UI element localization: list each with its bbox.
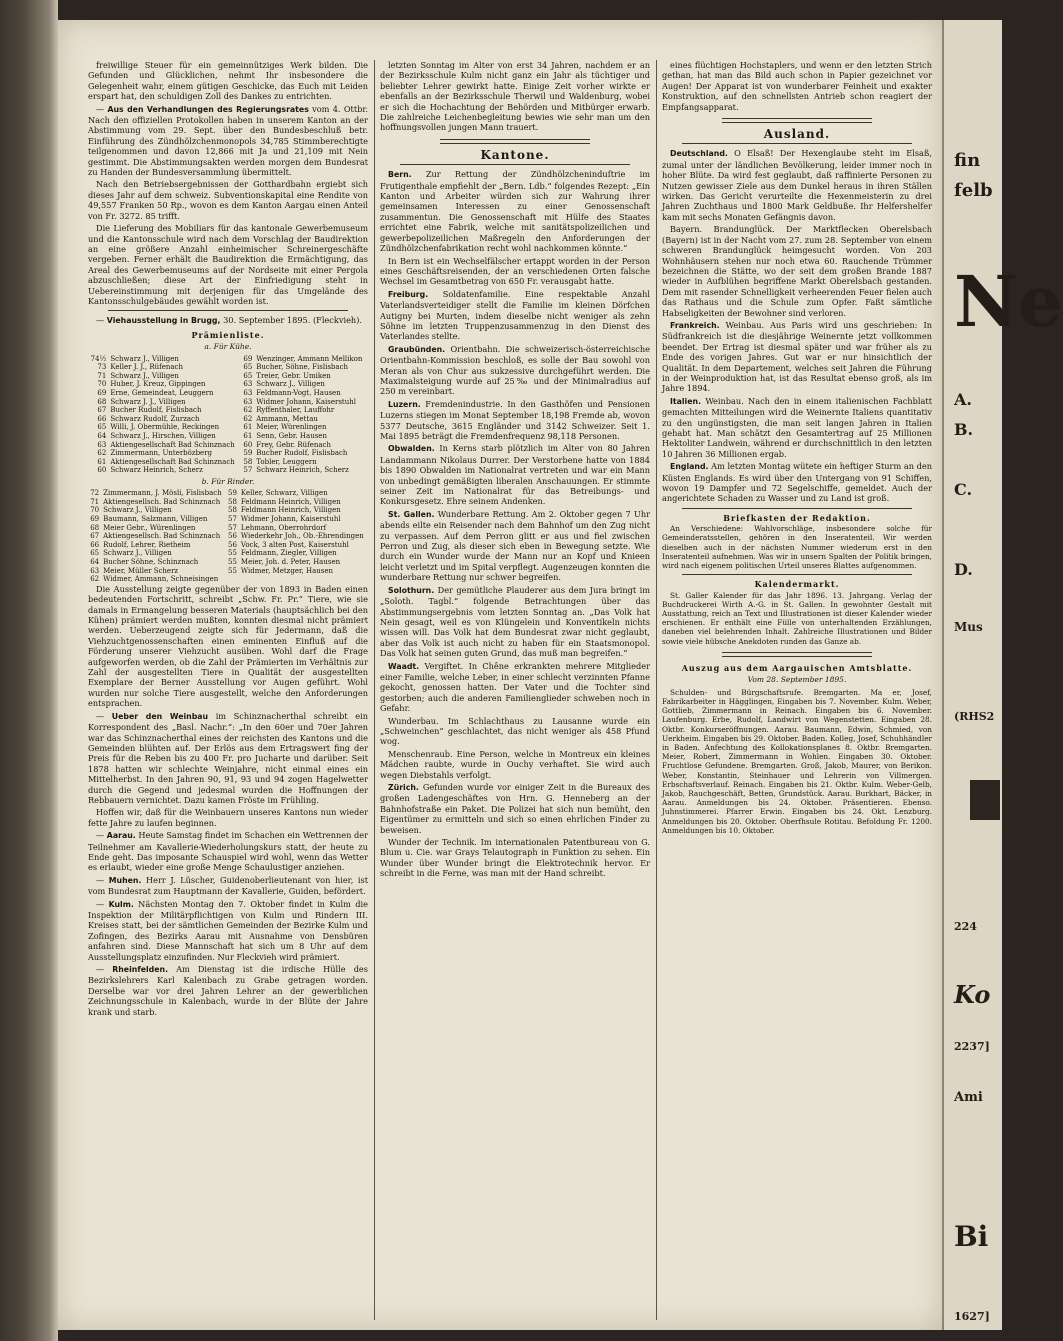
name-right: Meier, Würenlingen [256,423,327,432]
fragment-text: Ami [954,1090,983,1105]
points-right: 55 [228,549,237,558]
article-text: Gefunden wurde vor einiger Zeit in die Bureaux des großen Ladengeschäftes von Hrn. G. Henneberg an der Bahnhofstraße ein Paket. Die Polizei hat sich nun bemüht, den Eigentümer zu ermitteln und sich so einen ehrlichen Finder zu beweisen. [380,782,650,835]
article-heading: Zürich. [388,783,419,792]
name-right: Feldmann Heinrich, Villigen [240,506,341,515]
article-heading: Aarau. [106,831,136,841]
divider [682,508,912,509]
section-title-ausland: Ausland. [763,127,831,142]
points-left: 72 [90,489,100,498]
table-row [88,524,368,533]
name-left: Erne, Gemeindeat, Leuggern [110,388,214,397]
name-right: Meier, Joh. d. Peter, Hausen [240,558,341,567]
points-right: 63 [243,380,253,389]
article-text: Vergiftet. In Chêne erkrankten mehrere Mitglieder einer Familie, welche Leber, in einer schlecht verzinnten Pfanne gekocht, genossen hatten. Der Vater und die Tochter sind gestorben; auch die anderen Familienglieder schweben noch in Gefahr. [380,660,650,714]
article-heading: Luzern. [388,399,421,409]
fragment-text: 2237] [954,1040,990,1053]
name-left: Bucher Söhne, Schinznach [103,558,199,567]
divider [108,310,348,311]
points-left: 71 [90,497,100,506]
name-left: Schwarz J. J., Villigen [110,397,186,406]
article-obwalden [380,443,650,506]
paragraph: Die Lieferung des Mobiliars für das kantonale Gewerbemuseum und die Kantonsschule wird nach dem Vorschlag der Baudirektion an eine größere Anzahl einheimischer Schreinergeschäfte vergeben. Ferner erhält die Baudirektion die Ermächtigung, das Areal des Gewerbemuseums auf der Nordseite mit einer Pergola abzuschließen; diese Art der Einfriedigung steht in Uebereinstimmung mit derjenigen für das Umgelände des Kantonsschulgebäudes gewählt worden ist. [88,223,368,306]
article-luzern [380,399,650,442]
paragraph: Schulden- und Bürgschaftsrufe. Bremgarten. Ma er, Josef, Fabrikarbeiter in Hägglingen, Eingaben bis 7. November. Kulm. Weber, Gottlieb, Zimmermann in Reinach. Eingaben bis 6. November. Laufenburg. Erbe, Rudolf, Landwirt von Wegenstetten. Eingaben 28. Oktbr. Konkurseröffnungen. Aarau. Baumann, Edwin, Schmied, von Uerkheim. Eingaben bis 29. Oktober. Baden. Kolleg, Josef, Schuhhändler in Baden. Anfechtung des Kollokationsplanes 8. Oktbr. Bremgarten. Meier, Robert, Zimmermann in Wohlen. Eingaben 30. Oktober. Fruchtlose Gefundene. Bremgarten. Groß, Jakob, Maurer, von Berikon. Weber, Konstantin, Steinhauer und Lehrerin von Villmergen. Erbschaftsverlauf. Reinach. Eingaben bis 21. Oktbr. Kulm. Weber-Gelb, Jakob, Rauchgeschäft, Betten, Grundstück. Aarau. Burkhart, Bäcker, in Aarau. Anmeldungen bis 24. Oktober. Präsentieren. Ebenso. Juhnstimmerei. Pfarrer Erwin. Eingaben bis 24. Okt. Lenzburg. Anmeldungen bis 20. Oktober. Oberfhsule Rotitau. Befoldung Fr. 1200. Anmeldungen bis 10. Oktober. [662,687,932,835]
points-left: 69 [97,388,107,397]
redaktion-title: Briefkasten der Redaktion. [723,512,871,523]
name-left: Aktiengesellschaft Bad Schinznach [110,440,235,449]
points-right: 63 [243,397,253,406]
name-right: Widmer Johann, Kaiserstuhl [256,397,356,406]
article-regierungsrat: — Aus den Verhandlungen des Regierungsrates vom 4. Ottbr. Nach den offiziellen Protokollen haben in unserem Kanton an der Abstimmung vom 29. Sept. über den Bundesbeschluß betr. Einführung des Zündhölzchenmonopols 34,785 Stimmberechtigte teilgenommen und davon 12,866 mit Ja und 21,109 mit Nein gestimmt. Die Abstimmungsakten werden morgen dem Bundesrat zu Handen der Bundesversammlung übermittelt. [88,103,368,178]
points-right: 69 [243,354,253,363]
kuehe-subtitle: a. Für Kühe. [204,342,252,352]
divider [400,164,630,165]
table-row [88,575,368,584]
name-left: Baumann, Salzmann, Villigen [103,515,208,524]
table-row [88,567,368,576]
paragraph: freiwillige Steuer für ein gemeinnütziges Werk bilden. Die Gefunden und Glücklichen, nehmt Ihr insbesondere die Gelegenheit wahr, einem gütigen Geschicke, das Euch mit Leiden erspart hat, den schuldigen Zoll des Dankes zu entrichten. [88,60,368,102]
points-right: 62 [243,414,253,423]
table-row [88,441,368,450]
fragment-text: felb [954,180,993,201]
name-right: Vock, 3 alten Post, Kaiserstuhl [240,540,349,549]
article-vieh: — Viehausstellung in Brugg, 30. September 1895. (Fleckvieh). [96,315,362,326]
article-zuerich [380,782,650,835]
name-left: Schwarz J., Villigen [103,506,172,515]
table-row [88,558,368,567]
table-row [88,532,368,541]
ornament-rule [722,652,872,657]
article-text: In Kerns starb plötzlich im Alter von 80 Jahren Landammann Nikolaus Durrer. Der Verstorbene hatte von 1884 bis 1890 Obwalden im Nationalrat vertreten und war ein Mann von unbedingt gemäßigten liberalen Anschauungen. Er stimmte seiner Zeit im Nationalrat für das Betreibungs- und Konkursgesetz. Ehre seinem Andenken. [380,443,651,507]
name-right [239,575,368,584]
name-left: Zimmermann, Unterbözberg [110,449,213,458]
table-row [88,423,368,432]
name-left: Aktiengesellsch. Bad Schinznach [103,497,221,506]
name-right: Widmer Johann, Kaiserstuhl [240,515,341,524]
article-heading: Italien. [670,396,702,406]
points-left: 60 [97,466,107,475]
table-row [88,415,368,424]
article-heading: Graubünden. [388,344,446,354]
table-row [88,380,368,389]
table-row [88,449,368,458]
article-text: Heute Samstag findet im Schachen ein Wettrennen der Teilnehmer am Kavallerie-Wiederholungskurs statt, der heute zu Ende geht. Das imposante Schauspiel wird wohl, wenn das Wetter es erlaubt, wieder eine große Menge Schaulustiger anziehen. [88,830,368,873]
article-heading: Waadt. [388,661,420,671]
name-left: Schwarz J., Villigen [110,371,179,380]
ornament-rule [722,118,872,123]
article-heading: Kulm. [108,899,134,909]
article-text: im Schinznacherthal schreibt ein Korrespondent des „Basl. Nachr.“: „In den 60er und 70er Jahren war das Schinznacherthal eines der reichsten des Kantons und die Gemeinden blühten auf. Der Erlös aus dem Ertragswert fing der Preis für die Reben bis zu 400 Fr. pro Jucharte und darüber. Seit 1878 hatten wir schlechte Weinjahre, nicht einmal eines ein Mittelherbst. In den Jahren 90, 91, 93 und 94 zogen Hagelwetter durch die Gegend und jedesmal wurden die Hoffnungen der Rebbauern vernichtet. Dazu kamen Fröste im Frühling. [88,710,368,805]
divider [682,574,912,575]
book-binding-edge [0,0,58,1341]
table-row [88,389,368,398]
article-text: vom 4. Ottbr. Nach den offiziellen Protokollen haben in unserem Kanton an der Abstimmung vom 29. Sept. über den Bundesbeschluß betr. Einführung des Zündhölzchenmonopols 34,785 Stimmberechtigte teilgenommen und davon 12,866 mit Ja und 21,109 mit Nein gestimmt. Die Abstimmungsakten werden morgen dem Bundesrat zu Handen der Bundesversammlung übermittelt. [88,103,368,178]
article-waadt [380,661,650,714]
article-heading: Deutschland. [670,149,728,159]
rinder-subtitle: b. Für Rinder. [201,476,255,486]
ornament-rule [440,139,590,144]
table-row [88,541,368,550]
article-text: O Elsaß! Der Hexenglaube steht im Elsaß, zumal unter der ländlichen Bevölkerung, leider immer noch in hoher Blüte. Da wird fest geglaubt, daß raffinierte Personen zu Nutzen gewisser Ziele aus dem Dunkel heraus in ihren Ställen wirken. Das Gericht verurteilte die Hexenmeisterin zu drei Jahren Zuchthaus und 1800 Mark Geldbuße. Ihr Helfershelfer kam mit sechs Monaten Gefängnis davon. [662,148,932,222]
column-2 [380,60,650,1320]
points-left: 62 [90,575,100,584]
fragment-text: D. [954,560,973,579]
name-right: Schwarz J., Villigen [256,380,325,389]
name-left: Aktiengesellschaft Bad Schinznach [110,457,235,466]
name-left: Bucher Rudolf, Fislisbach [110,406,202,415]
article-stgallen [380,509,650,583]
paragraph: eines flüchtigen Hochstaplers, und wenn er den letzten Strich gethan, hat man das Bild auch schon in Papier gezeichnet vor Augen! Der Apparat ist von wunderbarer Feinheit und exakter Konstruktion, auf den schnellsten Antrieb schon reagiert der Empfangsapparat. [662,60,932,112]
article-rheinfelden: — Rheinfelden. Am Dienstag ist die irdische Hülle des Bezirkslehrers Karl Kalenbach zu Grabe getragen worden. Derselbe war vor drei Jahren Lehrer an der gewerblichen Zeichnungsschule in Kalenbach, wurde in der Blüte der Jahre krank und starb. [88,964,368,1017]
paragraph: letzten Sonntag im Alter von erst 34 Jahren, nachdem er an der Bezirksschule Kulm nicht ganz ein Jahr als tüchtiger und beliebter Lehrer gewirkt hatte. Einige Zeit vorher wirkte er ebenfalls an der Bezirksschule Therwil und Waldenburg, wobei er sich die Hochachtung der Behörden und Mitbürger erwarb. Die zahlreiche Leichenbegleitung bewies wie sehr man um den hoffnungsvollen jungen Mann trauert. [380,60,650,133]
table-row [88,549,368,558]
points-right: 65 [243,371,253,380]
points-right: 58 [243,457,253,466]
name-right: Senn, Gebr. Hausen [256,431,327,440]
article-deutschland [662,148,932,222]
points-left: 65 [90,549,100,558]
article-text: Fremdenindustrie. In den Gasthöfen und Pensionen Luzerns stiegen im Monat September 18,198 Fremde ab, wovon 5377 Deutsche, 3615 Engländer und 3142 Schweizer. Seit 1. Mai 1895 beträgt die Fremdenfrequenz 98,118 Personen. [380,398,650,441]
fragment-text: C. [954,480,973,499]
column-3 [662,60,932,1320]
paragraph: Menschenraub. Eine Person, welche in Montreux ein kleines Mädchen raubte, wurde in Ouchy verhaftet. Sie wird auch wegen Diebstahls verfolgt. [380,748,650,780]
name-right: Lehmann, Oberrohrdorf [240,523,327,532]
divider [682,143,912,144]
name-right: Frey, Gebr. Rüfenach [256,440,331,449]
points-left: 62 [97,449,107,458]
fragment-text: (RHS2 [954,710,995,723]
article-heading: Solothurn. [388,585,435,595]
points-right: 61 [243,431,253,440]
name-right: Schwarz Heinrich, Scherz [256,466,349,475]
name-right: Treier, Gebr. Umiken [256,371,331,380]
article-text: 30. September 1895. (Fleckvieh). [223,315,362,326]
points-left: 64 [90,558,100,567]
article-heading: Obwalden. [388,444,435,454]
newspaper-page [58,20,942,1330]
points-left: 68 [90,523,100,532]
kuehe-table [88,355,368,475]
name-right: Wiederkehr Joh., Ob.-Ehrendingen [240,532,364,541]
name-right: Widmer, Metzger, Hausen [240,566,334,575]
name-right: Bucher Rudolf, Fislisbach [256,449,348,458]
points-left: 63 [90,566,100,575]
paragraph: Wunderbau. Im Schlachthaus zu Lausanne wurde ein „Schweinchen“ geschlachtet, das nicht weniger als 458 Pfund wog. [380,715,650,747]
printed-block [970,780,1000,820]
table-row [88,406,368,415]
table-row [88,458,368,467]
points-right: 55 [228,558,237,567]
fragment-text: Ne [954,260,1063,343]
article-kulm: — Kulm. Nächsten Montag den 7. Oktober findet in Kulm die Inspektion der Militärpflichtigen von Kulm und Rindern III. Kreises statt, bei der sämtlichen Gemeinden der Bezirke Kulm und Zofingen, des Bezirks Aarau mit Ausnahme von Densbüren anfahren sind. Diese Mannschaft hat sich um 8 Uhr auf dem Ausstellungsplatz einzufinden. Nur Fleckvieh wird prämiert. [88,898,368,962]
article-solothurn [380,585,650,659]
paragraph: In Bern ist ein Wechselfälscher ertappt worden in der Person eines Geschäftsreisenden, der an verschiedenen Orten falsche Wechsel im Gesamtbetrag von 650 Fr. verausgabt hatte. [380,255,650,287]
name-left: Schwarz Rudolf, Zurzach [110,414,200,423]
article-text: Weinbau. Nach den in einem italienischen Fachblatt gemachten Mitteilungen wird die Weinernte Italiens quantitativ zu den ungünstigsten, die man seit langen Jahren in Italien gehabt hat. Man schätzt den Gesamtertrag auf 25 Millionen Hektoliter Landwein, während er durchschnittlich in den letzten 10 Jahren 36 Millionen ergab. [662,395,932,459]
paragraph: Die Ausstellung zeigte gegenüber der von 1893 in Baden einen bedeutenden Fortschritt, schreibt „Schw. Fr. Pr.“ Tiere, wie sie damals in Ermangelung besseren Materials (hauptsächlich bei den Kühen) prämiert werden mußten, konnten diesmal nicht prämiert werden. Ueberzeugend zeigte sich für Jedermann, daß die Viehzuchtgenossenschaften einen eminenten Einfluß auf die Förderung unserer Viehzucht ausüben. Wohl darf die Frage aufgeworfen werden, ob die Zahl der Prämierten im Verhältnis zur Zahl der ausgestellten Tiere in Qualität der ausgestellten Exemplare der Berner Ausstellung vor Augen geführt. Wohl wurden nur solche Tiere ausgestellt, welche den Anforderungen entsprachen. [88,583,368,709]
article-text: Herr J. Lüscher, Guidenoberlieutenant von hier, ist vom Bundesrat zum Hauptmann der Kavallerie, Guiden, befördert. [88,874,368,897]
paragraph: Wunder der Technik. Im internationalen Patentbureau von G. Blum u. Cie. war Grays Telautograph in Funktion zu sehen. Ein Wunder über Wunder bringt die Elektrotechnik hervor. Er schreibt in die Ferne, was man mit der Hand schreibt. [380,837,650,879]
amtsblatt-date: Vom 28. September 1895. [747,675,847,685]
table-row [88,498,368,507]
article-england [662,461,932,504]
article-heading: St. Gallen. [388,509,435,519]
fragment-text: A. [954,390,972,409]
points-right: 65 [243,363,253,372]
name-left: Schwarz J., Villigen [110,354,179,363]
article-heading: Aus den Verhandlungen des Regierungsrates [107,104,309,114]
table-row [88,363,368,372]
name-right: Wenzinger, Ammann Mellikon [256,354,363,363]
paragraph: Bayern. Brandunglück. Der Marktflecken Oberelsbach (Bayern) ist in der Nacht vom 27. zum 28. September von einem schweren Brandunglück heimgesucht worden. Von 203 Wohnhäusern stehen nur noch etwa 60. Rauchende Trümmer bezeichnen die Stätte, wo der seit dem großen Brande 1887 wieder in Aufblühen begriffene Markt Oberelsbach gestanden. Dem mit rasender Schnelligkeit verheerenden Feuer fielen auch das Rathaus und die Schule zum Opfer. Faßt sämtliche Habseligkeiten der Bewohner sind verloren. [662,224,932,318]
table-row [88,515,368,524]
points-right: 61 [243,423,253,432]
name-left: Widmer, Ammann, Schneisingen [103,575,219,584]
article-graubuenden [380,344,650,397]
points-right: 56 [228,532,237,541]
column-1 [88,60,368,1320]
points-left: 63 [97,440,107,449]
name-right: Ryffenthaler, Lauffohr [256,406,335,415]
article-heading: Rheinfelden. [112,965,169,975]
points-right: 56 [228,540,237,549]
article-frankreich [662,320,932,394]
points-right: 63 [243,388,253,397]
article-italien [662,396,932,459]
points-left: 73 [97,363,107,372]
points-left: 70 [97,380,107,389]
points-right: 59 [228,489,237,498]
column-divider [656,60,657,1320]
article-weinbau: — Ueber den Weinbau im Schinznacherthal schreibt ein Korrespondent des „Basl. Nachr.“: „In den 60er und 70er Jahren war das Schinznacherthal eines der reichsten des Kantons und die Gemeinden blühten auf. Der Erlös aus dem Ertragswert fing der Preis für die Reben bis zu 400 Fr. pro Jucharte und darüber. Seit 1878 hatten wir schlechte Weinjahre, nicht einmal eines ein Mittelherbst. In den Jahren 90, 91, 93 und 94 zogen Hagelwetter durch die Gegend und jedesmal wurden die Hoffnungen der Rebbauern vernichtet. Dazu kamen Fröste im Frühling. [88,710,368,805]
name-left: Keller J. J., Rüfenach [110,363,183,372]
article-text: Orientbahn. Die schweizerisch-österreichische Orientbahn-Kommission beschloß, es solle der Bau sowohl von Meran als von Chur aus sukzessive durchgeführt werden. Die Maximalsteigung wurde auf 25‰ und der Minimalradius auf 250 m vereinbart. [380,343,650,397]
name-left: Willi, J. Obermühle, Reckingen [110,423,220,432]
article-heading: Freiburg. [388,289,429,299]
name-left: Rudolf, Lehrer, Rietheim [103,540,191,549]
table-row [88,398,368,407]
amtsblatt-title: Auszug aus dem Aargauischen Amtsblatte. [681,662,913,673]
section-title-kantone: Kantone. [480,147,550,162]
fragment-text: 1627] [954,1310,990,1323]
kalender-title: Kalendermarkt. [754,579,840,590]
fragment-text: fin [954,150,981,171]
points-right: 59 [243,449,253,458]
name-right: Feldmann-Vogt, Hausen [256,388,341,397]
table-row [88,372,368,381]
name-left: Zimmermann, J. Mösli, Fislisbach [103,489,222,498]
name-left: Schwarz J., Villigen [103,549,172,558]
points-left: 68 [97,397,107,406]
article-text: Soldatenfamilie. Eine respektable Anzahl Vaterlandsverteidiger stellt die Familie im kleinen Dörfchen Autigny bei Murten, indem dieselbe nicht weniger als zehn Söhne im letzten Truppenzusammenzug in den Dienst des Vaterlandes stellte. [380,288,650,342]
name-left: Schwarz J., Hirschen, Villigen [110,431,216,440]
points-right: 62 [243,406,253,415]
fragment-text: Bi [954,1220,989,1253]
points-left: 69 [90,515,100,524]
article-text: Der gemütliche Plauderer aus dem Jura bringt im „Soloth. Tagbl.“ folgende Betrachtungen über das Abstimmungsergebnis vom letzten Sonntag an. „Das Volk hat Nein gesagt, weil es von Klüngelein und Konventikeln nichts wissen will. Das Volk hat dem Bundesrat zwar nicht geglaubt, aber das Volk ist auch nicht zu haben für ein Staatsmonopol. Das Volk hat seinen guten Grund, das muß man begreifen.“ [380,584,650,659]
fragment-text: Ko [954,980,991,1009]
name-left: Aktiengesellsch. Bad Schinznach [103,532,221,541]
table-row [88,355,368,364]
points-right: 58 [228,497,237,506]
article-text: Am Dienstag ist die irdische Hülle des Bezirkslehrers Karl Kalenbach zu Grabe getragen worden. Derselbe war vor drei Jahren Lehrer an der gewerblichen Zeichnungsschule in Kalenbach, wurde in der Blüte der Jahre krank und starb. [88,964,368,1017]
points-right: 57 [243,466,253,475]
article-heading: Muhen. [108,875,142,885]
table-row [88,432,368,441]
article-muhen: — Muhen. Herr J. Lüscher, Guidenoberlieutenant von hier, ist vom Bundesrat zum Hauptmann der Kavallerie, Guiden, befördert. [88,874,368,897]
points-left: 65 [97,423,107,432]
article-bern [380,169,650,253]
article-text: Zur Rettung der Zündhölzcheninduſtrie im Frutigenthale empfiehlt der „Bern. Ldb.“ folgendes Rezept: „Ein Kanton und Arbeiter würden sich zur Wahrung ihrer gemeinsamen Interessen zu einer Genossenschaft zusammentun. Die Genossenschaft mit Hülfe des Staates errichtet eine Fabrik, welche mit sanitätspolizeilichen und gewerbepolizeilichen Maßregeln den Anforderungen der Zündhölzchenfabrikation recht wohl nachkommen könnte.“ [380,169,650,254]
table-row [88,489,368,498]
paragraph: Nach den Betriebsergebnissen der Gotthardbahn ergiebt sich dieses Jahr auf dem schweiz. Subventionskapital eine Rendite von 49,557 Franken 50 Rp., wovon es dem Kanton Aargau einen Anteil von Fr. 3272. 85 trifft. [88,179,368,221]
name-right: Keller, Schwarz, Villigen [240,489,328,498]
name-right: Ammann, Mettau [256,414,318,423]
name-left: Meier, Müller Scherz [103,566,179,575]
points-right: 57 [228,515,237,524]
article-text: Weinbau. Aus Paris wird uns geschrieben: In Südfrankreich ist die diesjährige Weinernte jetzt vollkommen beendet. Der Ertrag ist diesmal später und war früher als zu Ende des vorigen Jahres. Gut war er nur hinsichtlich der Qualität. In dem Departement, welches seit Jahren die Führung in der Weinproduktion hat, ist das Resultat ebenso groß, als im Jahre 1894. [662,319,932,394]
points-left: 66 [97,414,107,423]
name-right: Feldmann Heinrich, Villigen [240,497,341,506]
points-right: 57 [228,523,237,532]
article-heading: Frankreich. [670,320,720,330]
points-left: 66 [90,540,100,549]
points-right: 58 [228,506,237,515]
name-right: Bucher, Söhne, Fislisbach [256,363,348,372]
name-left: Meier Gebr., Würenlingen [103,523,196,532]
points-left: 70 [90,506,100,515]
points-right: 55 [228,566,237,575]
article-heading: Bern. [388,170,412,180]
praemien-title: Prämienliste. [191,329,265,340]
fragment-text: Mus [954,620,983,634]
paragraph: Hoffen wir, daß für die Weinbauern unseres Kantons nun wieder fette Jahre zu laufen beginnen. [88,807,368,828]
points-right: 60 [243,440,253,449]
adjacent-page-fragment [942,20,1063,1330]
article-text: Nächsten Montag den 7. Oktober findet in Kulm die Inspektion der Militärpflichtigen von Kulm und Rindern III. Kreises statt, bei der sämtlichen Gemeinden der Bezirke Kulm und Zofingen, des Bezirks Aarau mit Ausnahme von Densbüren anfahren sind. Diese Mannschaft hat sich um 8 Uhr auf dem Ausstellungsplatz einzufinden. Nur Fleckvieh wird prämiert. [88,898,368,962]
fragment-text: 224 [954,920,977,933]
name-left: Huber, J. Kreuz, Gippingen [110,380,206,389]
article-heading: England. [670,462,709,472]
points-left: 67 [97,406,107,415]
points-right [226,575,239,584]
article-aarau: — Aarau. Heute Samstag findet im Schachen ein Wettrennen der Teilnehmer am Kavallerie-Wiederholungskurs statt, der heute zu Ende geht. Das imposante Schauspiel wird wohl, wenn das Wetter es erlaubt, wieder eine große Menge Schaulustiger anziehen. [88,830,368,873]
rinder-table [88,489,368,584]
points-left: 71 [97,371,107,380]
article-heading: Ueber den Weinbau [111,711,209,721]
column-divider [374,60,375,1320]
points-left: 61 [97,457,107,466]
name-left: Schwarz Heinrich, Scherz [110,466,203,475]
name-right: Feldmann, Ziegler, Villigen [240,549,337,558]
fragment-text: B. [954,420,974,439]
table-row [88,506,368,515]
article-heading: Viehausstellung in Brugg, [106,316,221,326]
points-left: 74½ [90,354,107,363]
paragraph: An Verschiedene: Wahlvorschläge, insbesondere solche für Gemeinderatsstellen, gehören in den Inseratenteil. Wir werden dieselben auch in der nächsten Nummer wiederum erst in den Inseratenteil aufnehmen. Was wir in unsern Spalten der Politik bringen, wird nach eigenem politischen Urteil unseres Blattes aufgenommen. [662,524,932,571]
points-left: 67 [90,532,100,541]
article-text: Wunderbare Rettung. Am 2. Oktober gegen 7 Uhr abends eilte ein Reisender nach dem Bahnhof um den Zug nicht zu verpassen. Auf dem Perron glitt er aus und fiel zwischen Perron und Zug, als dieser sich eben in Bewegung setzte. Wie durch ein Wunder wurde der Mann nur an Kopf und Knieen leicht verletzt und im Spital verpflegt. Augenzeugen konnten die wunderbare Rettung nur schwer begreifen. [380,508,650,583]
points-left: 64 [97,431,107,440]
name-right: Tobler, Leuggern [256,457,317,466]
table-row [88,466,368,475]
article-text: Am letzten Montag wütete ein heftiger Sturm an den Küsten Englands. Es wird über den Untergang von 91 Schiffen, wovon 19 Dampfer und 72 Segelschiffe, gemeldet. Auch der angerichtete Schaden zu Wasser und zu Land ist groß. [662,461,933,504]
article-freiburg [380,289,650,342]
paragraph: St. Galler Kalender für das Jahr 1896. 13. Jahrgang. Verlag der Buchdruckerei Wirth A.-G. in St. Gallen. In gewohnter Gestalt mit Ausstattung, reich an Text und Illustrationen ist dieser Kalender wieder erschienen. Er enthält eine Fülle von unterhaltenden Erzählungen, daneben viel belehrenden Inhalt. Zahlreiche Illustrationen und Bilder sowie viele hübsche Anekdoten runden das Ganze ab. [662,590,932,646]
